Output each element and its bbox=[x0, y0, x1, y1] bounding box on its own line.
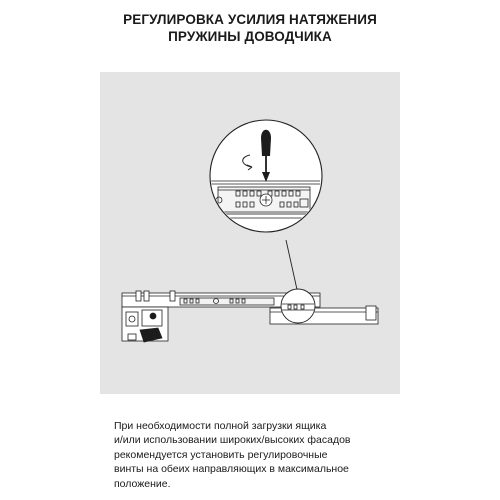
runner-assembly bbox=[122, 289, 378, 342]
instruction-line-2: и/или использовании широких/высоких фасадов bbox=[114, 434, 351, 447]
instruction-line-3: рекомендуется установить регулировочные bbox=[114, 448, 328, 461]
title-line-2: ПРУЖИНЫ ДОВОДЧИКА bbox=[168, 29, 332, 44]
illustration-panel bbox=[100, 72, 400, 394]
instruction-line-1: При необходимости полной загрузки ящика bbox=[114, 420, 327, 432]
leader-line bbox=[286, 240, 298, 294]
instruction-text bbox=[114, 419, 376, 491]
adjustment-screw-icon bbox=[260, 194, 272, 206]
drawer-runner-illustration bbox=[100, 72, 400, 394]
page-title bbox=[0, 11, 500, 45]
instruction-line-5: положение. bbox=[114, 477, 171, 490]
instruction-line-4: винты на обеих направляющих в максимальное bbox=[114, 463, 349, 476]
magnified-detail bbox=[208, 120, 322, 232]
title-line-1: РЕГУЛИРОВКА УСИЛИЯ НАТЯЖЕНИЯ bbox=[123, 12, 377, 27]
